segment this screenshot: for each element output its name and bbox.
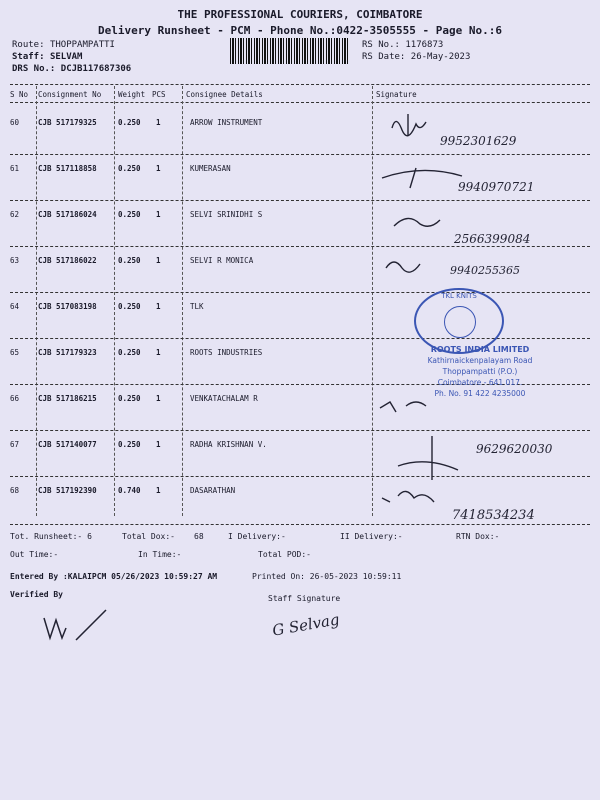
row-sno: 67: [10, 440, 20, 449]
route-line: [12, 40, 115, 50]
row-consignee: SELVI SRINIDHI S: [190, 210, 263, 219]
row-sno: 60: [10, 118, 20, 127]
row-weight: 0.250: [118, 440, 141, 449]
rs-no-label: RS No.:: [362, 40, 400, 50]
row-consignment-no: CJB 517118858: [38, 164, 97, 173]
company-stamp-name: ROOTS INDIA LIMITED: [430, 345, 530, 354]
tot-runsheet: Tot. Runsheet:- 6: [10, 532, 92, 541]
handwritten-phone-68: 7418534234: [452, 508, 535, 523]
row-sno: 62: [10, 210, 20, 219]
runsheet-subtitle: Delivery Runsheet - PCM - Phone No.:0422-3505555 - Page No.:6: [98, 24, 502, 37]
signature-mark: [392, 114, 426, 136]
row-consignee: RADHA KRISHNAN V.: [190, 440, 267, 449]
staff-value: SELVAM: [49, 52, 83, 62]
col-header-pcs: PCS: [152, 90, 166, 99]
row-weight: 0.740: [118, 486, 141, 495]
col-header-consignment: Consignment No: [38, 90, 102, 99]
rs-date-label: RS Date:: [362, 52, 406, 62]
row-sno: 61: [10, 164, 20, 173]
staff-label: Staff:: [12, 52, 45, 62]
route-label: Route:: [12, 40, 45, 50]
row-consignment-no: CJB 517179325: [38, 118, 97, 127]
col-divider: [182, 86, 183, 516]
i-delivery: I Delivery:-: [228, 532, 286, 541]
col-header-weight: Weight: [118, 90, 146, 99]
total-dox-value: 68: [194, 532, 204, 541]
out-time: Out Time:-: [10, 550, 59, 559]
handwritten-phone-67: 9629620030: [476, 442, 553, 456]
entered-by: Entered By :KALAIPCM 05/26/2023 10:59:27 AM: [10, 572, 218, 581]
footer-rule: [10, 524, 590, 525]
printed-on: Printed On: 26-05-2023 10:59:11: [252, 572, 402, 581]
company-stamp-line: Coimbatore - 641 017.: [437, 378, 523, 387]
row-weight: 0.250: [118, 210, 141, 219]
row-consignee: TLK: [190, 302, 204, 311]
barcode: [230, 38, 348, 64]
company-stamp: [380, 344, 580, 399]
row-consignment-no: CJB 517186022: [38, 256, 97, 265]
in-time: In Time:-: [138, 550, 182, 559]
row-consignment-no: CJB 517083198: [38, 302, 97, 311]
row-weight: 0.250: [118, 348, 141, 357]
row-consignee: ROOTS INDUSTRIES: [190, 348, 263, 357]
handwritten-phone-62: 2566399084: [454, 232, 531, 246]
signature-mark: [398, 436, 458, 480]
row-sno: 68: [10, 486, 20, 495]
staff-signature-label: Staff Signature: [268, 594, 341, 603]
round-stamp-text: TKL KNITS: [441, 292, 477, 300]
company-stamp-line: Ph. No. 91 422 4235000: [434, 389, 526, 398]
row-consignee: SELVI R MONICA: [190, 256, 254, 265]
row-sno: 63: [10, 256, 20, 265]
row-weight: 0.250: [118, 118, 141, 127]
rs-no-line: [362, 40, 443, 50]
drs-label: DRS No.:: [12, 64, 56, 74]
ii-delivery: II Delivery:-: [340, 532, 403, 541]
row-consignment-no: CJB 517192390: [38, 486, 97, 495]
signature-mark: [386, 262, 420, 272]
staff-line: [12, 52, 82, 62]
row-consignment-no: CJB 517179323: [38, 348, 97, 357]
row-pcs: 1: [156, 210, 161, 219]
verifier-signature: [36, 604, 116, 654]
signature-mark: [394, 218, 440, 226]
rs-date-value: 26-May-2023: [410, 52, 471, 62]
row-consignee: ARROW INSTRUMENT: [190, 118, 263, 127]
row-pcs: 1: [156, 164, 161, 173]
row-consignment-no: CJB 517186024: [38, 210, 97, 219]
route-value: THOPPAMPATTI: [49, 40, 115, 50]
row-pcs: 1: [156, 486, 161, 495]
handwritten-phone-61: 9940970721: [458, 180, 535, 194]
row-pcs: 1: [156, 118, 161, 127]
col-divider: [114, 86, 115, 516]
row-pcs: 1: [156, 302, 161, 311]
col-header-consignee: Consignee Details: [186, 90, 263, 99]
company-stamp-line: Kathirnaickenpalayam Road: [427, 356, 533, 365]
drs-value: DCJB117687306: [60, 64, 132, 74]
round-stamp-inner: [444, 306, 476, 338]
header-bottom-rule: [10, 102, 590, 103]
row-pcs: 1: [156, 440, 161, 449]
row-sno: 66: [10, 394, 20, 403]
row-consignment-no: CJB 517140077: [38, 440, 97, 449]
row-weight: 0.250: [118, 164, 141, 173]
total-dox-label: Total Dox:-: [122, 532, 175, 541]
handwritten-phone-60: 9952301629: [440, 134, 517, 148]
verified-by: Verified By: [10, 590, 63, 599]
row-consignment-no: CJB 517186215: [38, 394, 97, 403]
col-header-sno: S No: [10, 90, 29, 99]
row-sno: 64: [10, 302, 20, 311]
signature-mark: [382, 491, 434, 502]
col-divider: [36, 86, 37, 516]
handwritten-phone-63: 9940255365: [450, 264, 520, 277]
row-consignee: KUMERASAN: [190, 164, 231, 173]
row-consignee: VENKATACHALAM R: [190, 394, 258, 403]
company-stamp-line: Thoppampatti (P.O.): [442, 367, 518, 376]
rtn-dox: RTN Dox:-: [456, 532, 500, 541]
row-weight: 0.250: [118, 256, 141, 265]
row-sno: 65: [10, 348, 20, 357]
header-top-rule: [10, 84, 590, 85]
signature-mark: [382, 168, 462, 188]
row-weight: 0.250: [118, 394, 141, 403]
rs-date-line: [362, 52, 470, 62]
row-consignee: DASARATHAN: [190, 486, 236, 495]
rs-no-value: 1176873: [405, 40, 444, 50]
total-pod: Total POD:-: [258, 550, 311, 559]
staff-signature: G Selvag: [270, 610, 341, 640]
row-pcs: 1: [156, 394, 161, 403]
row-weight: 0.250: [118, 302, 141, 311]
signature-mark: [380, 402, 426, 412]
row-pcs: 1: [156, 348, 161, 357]
row-pcs: 1: [156, 256, 161, 265]
col-header-signature: Signature: [376, 90, 417, 99]
company-title: THE PROFESSIONAL COURIERS, COIMBATORE: [177, 8, 423, 21]
drs-line: [12, 64, 131, 74]
